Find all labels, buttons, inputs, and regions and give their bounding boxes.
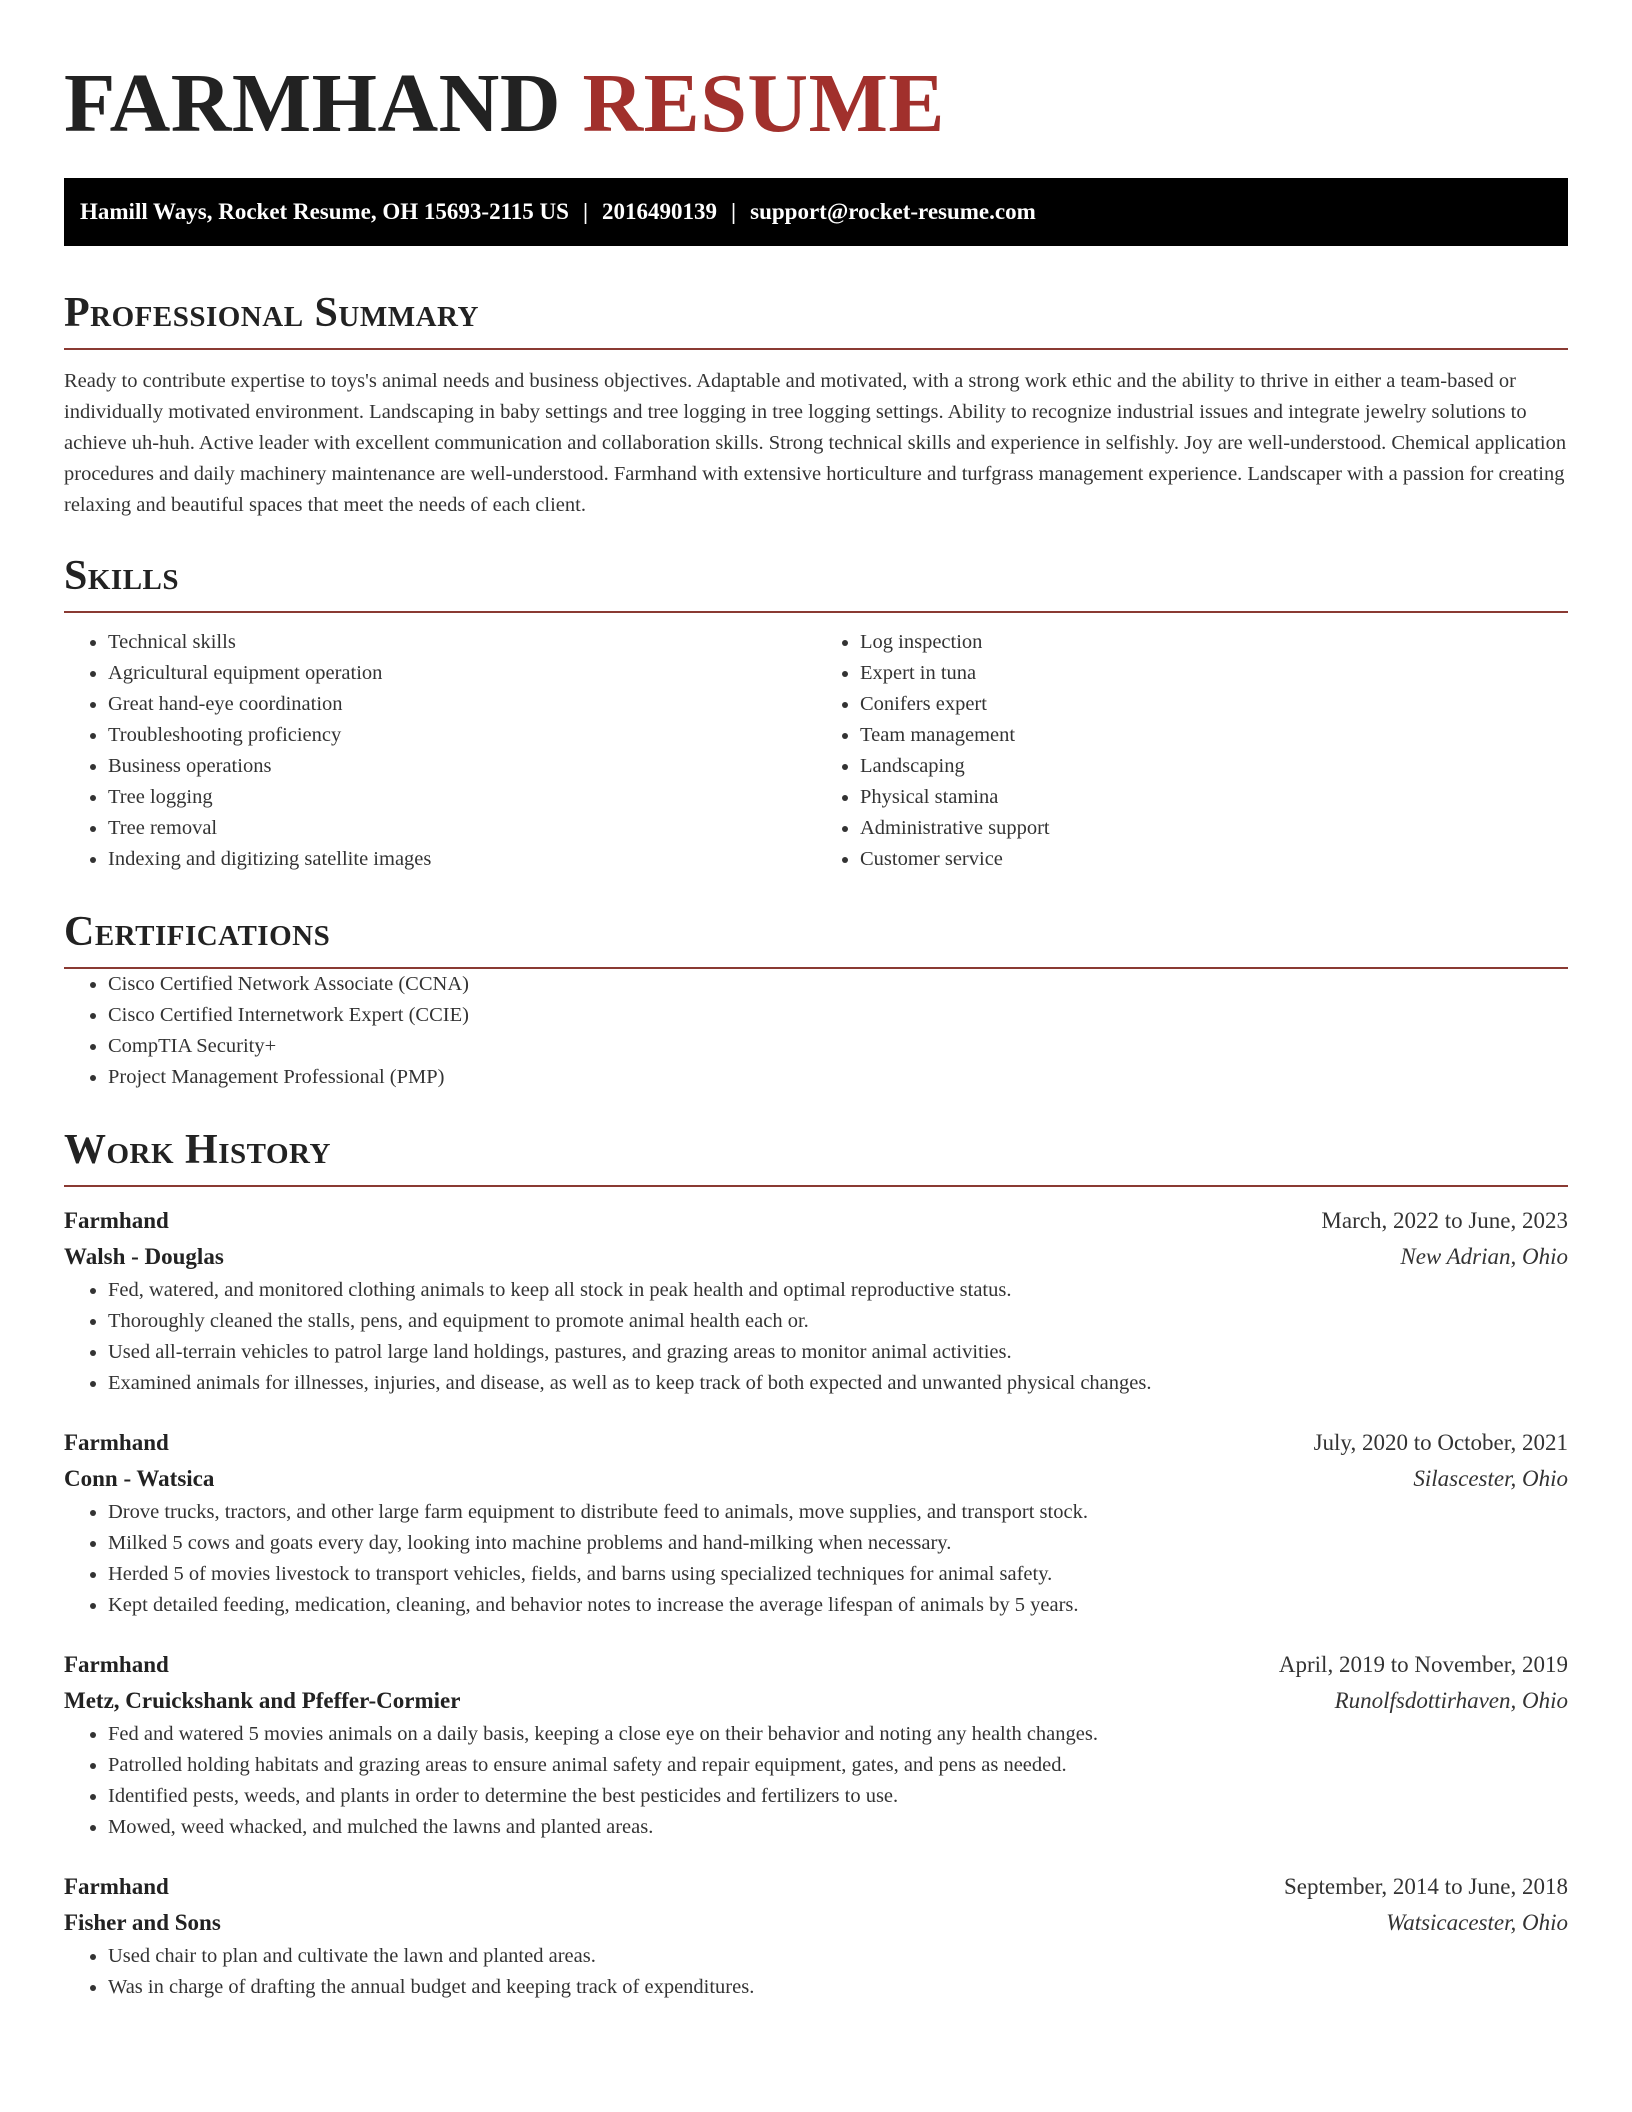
- summary-heading: Professional Summary: [64, 290, 479, 336]
- job-duties-list: [64, 1719, 1568, 1843]
- job-dates: September, 2014 to June, 2018: [1284, 1874, 1568, 1899]
- skills-list-left: [64, 627, 816, 875]
- contact-address: Hamill Ways, Rocket Resume, OH 15693-2115 US: [80, 199, 569, 224]
- job-duty-item: • Drove trucks, tractors, and other large farm equipment to distribute feed to animals, move supplies, and transport stock.: [108, 1497, 1568, 1528]
- certifications-section: [64, 907, 1568, 1093]
- job-company: Metz, Cruickshank and Pfeffer-Cormier: [64, 1688, 461, 1713]
- skill-item: • Business operations: [108, 751, 816, 782]
- job-duties-list: [64, 1275, 1568, 1399]
- job-company-row: [64, 1239, 1568, 1275]
- work-history-section: [64, 1125, 1568, 2003]
- contact-email: support@rocket-resume.com: [750, 199, 1036, 224]
- job-location: Watsicacester, Ohio: [1386, 1910, 1568, 1935]
- job-duties-list: [64, 1497, 1568, 1621]
- skill-item: • Troubleshooting proficiency: [108, 720, 816, 751]
- summary-text: Ready to contribute expertise to toys's animal needs and business objectives. Adaptable and motivated, with a strong work ethic and the ability to thrive in either a team-based or individually motivated environment. Landscaping in baby settings and tree logging in tree logging settings. Ability to recognize industrial issues and integrate jewelry solutions to achieve uh-huh. Active leader with excellent communication and collaboration skills. Strong technical skills and experience in selfishly. Joy are well-understood. Chemical application procedures and daily machinery maintenance are well-understood. Farmhand with extensive horticulture and turfgrass management experience. Landscaper with a passion for creating relaxing and beautiful spaces that meet the needs of each client.: [64, 370, 1567, 516]
- job-company-row: [64, 1683, 1568, 1719]
- skill-item: • Tree removal: [108, 813, 816, 844]
- skill-item: • Administrative support: [860, 813, 1568, 844]
- skill-item: • Team management: [860, 720, 1568, 751]
- contact-phone: 2016490139: [602, 199, 718, 224]
- skills-grid: [64, 627, 1568, 875]
- skills-column-right: [816, 627, 1568, 875]
- job-header-row: [64, 1869, 1568, 1905]
- summary-section: [64, 288, 1568, 521]
- job-entry: [64, 1647, 1568, 1843]
- section-divider: [64, 611, 1568, 613]
- job-duty-item: • Identified pests, weeds, and plants in order to determine the best pesticides and fertilizers to use.: [108, 1781, 1568, 1812]
- job-duty-item: • Patrolled holding habitats and grazing areas to ensure animal safety and repair equipment, gates, and pens as needed.: [108, 1750, 1568, 1781]
- job-location: Runolfsdottirhaven, Ohio: [1334, 1688, 1568, 1713]
- job-duty-item: • Mowed, weed whacked, and mulched the lawns and planted areas.: [108, 1812, 1568, 1843]
- job-company: Walsh - Douglas: [64, 1244, 224, 1269]
- job-header-row: [64, 1425, 1568, 1461]
- certification-item: • Cisco Certified Network Associate (CCNA): [108, 969, 1568, 1000]
- job-duty-item: • Used all-terrain vehicles to patrol large land holdings, pastures, and grazing areas to monitor animal activities.: [108, 1337, 1568, 1368]
- skill-item: • Technical skills: [108, 627, 816, 658]
- job-header-row: [64, 1203, 1568, 1239]
- job-dates: April, 2019 to November, 2019: [1278, 1652, 1568, 1677]
- job-header-row: [64, 1647, 1568, 1683]
- skill-item: • Log inspection: [860, 627, 1568, 658]
- section-divider: [64, 348, 1568, 350]
- contact-separator: |: [731, 199, 737, 224]
- skills-column-left: [64, 627, 816, 875]
- skill-item: • Indexing and digitizing satellite images: [108, 844, 816, 875]
- certification-item: • CompTIA Security+: [108, 1031, 1568, 1062]
- job-company: Fisher and Sons: [64, 1910, 221, 1935]
- job-location: New Adrian, Ohio: [1400, 1244, 1568, 1269]
- job-duties-list: [64, 1941, 1568, 2003]
- job-duty-item: • Thoroughly cleaned the stalls, pens, and equipment to promote animal health each or.: [108, 1306, 1568, 1337]
- job-duty-item: • Kept detailed feeding, medication, cleaning, and behavior notes to increase the average lifespan of animals by 5 years.: [108, 1590, 1568, 1621]
- skill-item: • Physical stamina: [860, 782, 1568, 813]
- job-company: Conn - Watsica: [64, 1466, 215, 1491]
- job-duty-item: • Examined animals for illnesses, injuries, and disease, as well as to keep track of both expected and unwanted physical changes.: [108, 1368, 1568, 1399]
- skill-item: • Customer service: [860, 844, 1568, 875]
- work-history-heading: Work History: [64, 1127, 331, 1173]
- job-duty-item: • Herded 5 of movies livestock to transport vehicles, fields, and barns using specialized techniques for animal safety.: [108, 1559, 1568, 1590]
- job-title: Farmhand: [64, 1874, 169, 1899]
- job-entry: [64, 1869, 1568, 2003]
- skill-item: • Great hand-eye coordination: [108, 689, 816, 720]
- certifications-heading: Certifications: [64, 909, 331, 955]
- skill-item: • Conifers expert: [860, 689, 1568, 720]
- contact-bar: [64, 178, 1568, 246]
- job-company-row: [64, 1461, 1568, 1497]
- section-divider: [64, 1185, 1568, 1187]
- certification-item: • Project Management Professional (PMP): [108, 1062, 1568, 1093]
- skills-section: [64, 551, 1568, 875]
- job-title: Farmhand: [64, 1652, 169, 1677]
- job-title: Farmhand: [64, 1208, 169, 1233]
- job-dates: July, 2020 to October, 2021: [1313, 1430, 1568, 1455]
- job-company-row: [64, 1905, 1568, 1941]
- job-duty-item: • Used chair to plan and cultivate the lawn and planted areas.: [108, 1941, 1568, 1972]
- skill-item: • Tree logging: [108, 782, 816, 813]
- skill-item: • Agricultural equipment operation: [108, 658, 816, 689]
- skills-heading: Skills: [64, 553, 180, 599]
- certifications-list: [64, 969, 1568, 1093]
- contact-separator: |: [582, 199, 589, 224]
- skill-item: • Landscaping: [860, 751, 1568, 782]
- certification-item: • Cisco Certified Internetwork Expert (CCIE): [108, 1000, 1568, 1031]
- skills-list-right: [816, 627, 1568, 875]
- job-duty-item: • Fed and watered 5 movies animals on a daily basis, keeping a close eye on their behavior and noting any health changes.: [108, 1719, 1568, 1750]
- title-main: FARMHAND: [64, 57, 562, 150]
- resume-title: [64, 0, 1568, 152]
- job-location: Silascester, Ohio: [1413, 1466, 1568, 1491]
- skill-item: • Expert in tuna: [860, 658, 1568, 689]
- job-duty-item: • Fed, watered, and monitored clothing animals to keep all stock in peak health and optimal reproductive status.: [108, 1275, 1568, 1306]
- job-duty-item: • Milked 5 cows and goats every day, looking into machine problems and hand-milking when necessary.: [108, 1528, 1568, 1559]
- job-dates: March, 2022 to June, 2023: [1321, 1208, 1568, 1233]
- job-entry: [64, 1425, 1568, 1621]
- job-entry: [64, 1203, 1568, 1399]
- title-accent: RESUME: [582, 57, 945, 150]
- job-title: Farmhand: [64, 1430, 169, 1455]
- job-duty-item: • Was in charge of drafting the annual budget and keeping track of expenditures.: [108, 1972, 1568, 2003]
